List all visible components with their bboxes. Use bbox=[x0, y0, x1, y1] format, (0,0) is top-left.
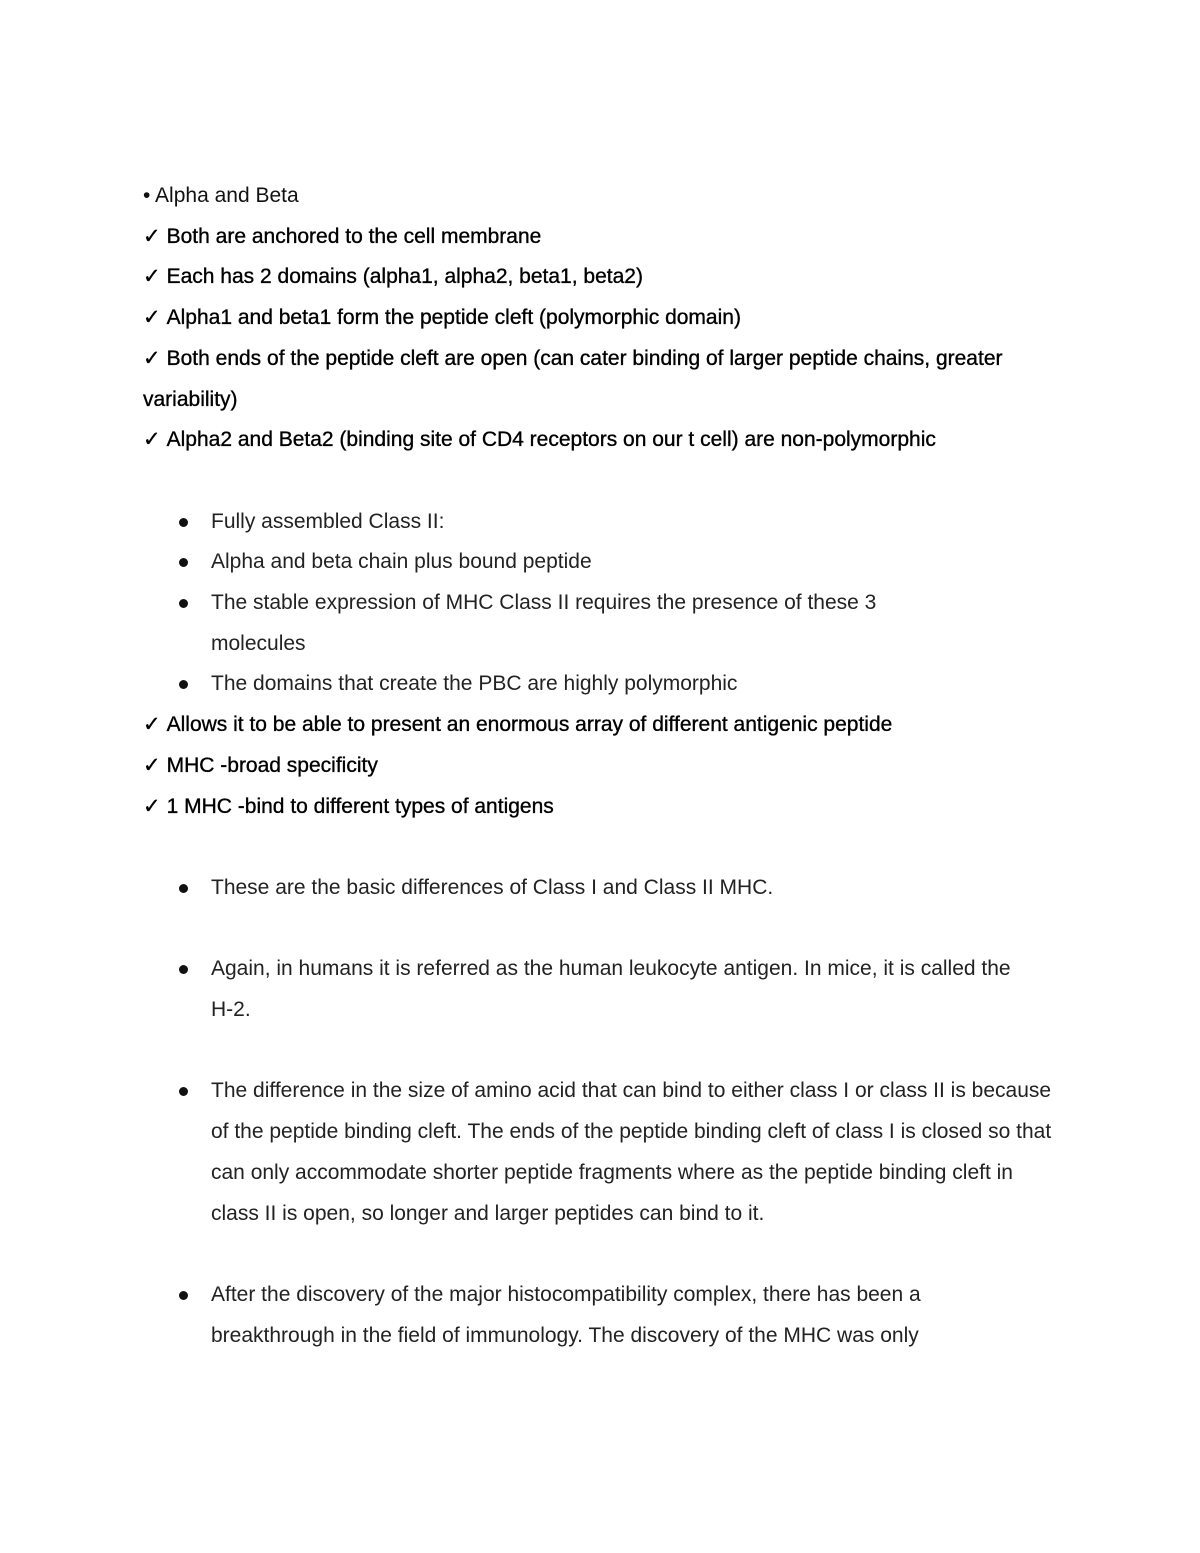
check-item bbox=[143, 746, 1073, 787]
bullet-item bbox=[143, 868, 1063, 909]
check-item-text: MHC -broad specificity bbox=[166, 753, 378, 777]
check-item-text: Each has 2 domains (alpha1, alpha2, beta1, beta2) bbox=[166, 265, 643, 289]
bullet-dot-icon bbox=[179, 558, 188, 567]
bullet-item bbox=[143, 542, 1063, 583]
checkmark-icon: ✓ bbox=[143, 346, 161, 370]
check-item bbox=[143, 705, 1073, 746]
document-content bbox=[143, 176, 1073, 1356]
bullet-text: After the discovery of the major histocompatibility complex, there has been a breakthrough in the field of immunology. The discovery of the MHC was only bbox=[211, 1282, 921, 1347]
check-item-text: Both ends of the peptide cleft are open (can cater binding of larger peptide chains, greater variability) bbox=[143, 346, 1003, 411]
checkmark-icon: ✓ bbox=[143, 306, 161, 330]
bullet-dot-icon bbox=[179, 599, 188, 608]
bullet-dot-icon bbox=[179, 1087, 188, 1096]
checkmark-icon: ✓ bbox=[143, 428, 161, 452]
spacer bbox=[143, 461, 1073, 502]
bullet-item bbox=[143, 664, 1063, 705]
check-item-text: 1 MHC -bind to different types of antigens bbox=[166, 794, 554, 818]
check-item bbox=[143, 339, 1073, 420]
check-item bbox=[143, 420, 1073, 461]
check-item bbox=[143, 787, 1073, 828]
bullet-item bbox=[143, 1071, 1061, 1234]
bullet-list bbox=[143, 502, 1073, 706]
bullet-text: Fully assembled Class II: bbox=[211, 509, 445, 533]
bullet-list bbox=[143, 868, 1073, 1356]
check-item-text: Allows it to be able to present an enormous array of different antigenic peptide bbox=[166, 713, 893, 737]
bullet-text: Alpha and beta chain plus bound peptide bbox=[211, 550, 592, 574]
spacer bbox=[143, 827, 1073, 868]
check-item-text: Alpha2 and Beta2 (binding site of CD4 receptors on our t cell) are non-polymorphic bbox=[166, 428, 936, 452]
check-item-text: Both are anchored to the cell membrane bbox=[166, 224, 542, 248]
bullet-dot-icon bbox=[179, 965, 188, 974]
check-item bbox=[143, 298, 1073, 339]
bullet-text: The difference in the size of amino acid that can bind to either class I or class II is because of the peptide binding cleft. The ends of the peptide binding cleft of class I is closed so that can only accommodate shorter peptide fragments where as the peptide binding cleft in class II is open, so longer and larger peptides can bind to it. bbox=[211, 1079, 1052, 1225]
checkmark-icon: ✓ bbox=[143, 265, 161, 289]
bullet-text: The stable expression of MHC Class II requires the presence of these 3 molecules bbox=[211, 591, 877, 655]
heading-bullet: • bbox=[143, 184, 151, 207]
bullet-text: The domains that create the PBC are highly polymorphic bbox=[211, 672, 738, 696]
bullet-dot-icon bbox=[179, 680, 188, 689]
checkmark-icon: ✓ bbox=[143, 794, 161, 818]
section-heading bbox=[143, 176, 1073, 217]
bullet-text: These are the basic differences of Class I and Class II MHC. bbox=[211, 875, 774, 899]
bullet-text: Again, in humans it is referred as the human leukocyte antigen. In mice, it is called the H-2. bbox=[211, 957, 1011, 1022]
bullet-dot-icon bbox=[179, 884, 188, 893]
heading-text: Alpha and Beta bbox=[155, 184, 299, 207]
bullet-dot-icon bbox=[179, 518, 188, 527]
check-item bbox=[143, 217, 1073, 258]
bullet-item bbox=[143, 1275, 1021, 1356]
bullet-item bbox=[143, 502, 1063, 543]
checkmark-icon: ✓ bbox=[143, 753, 161, 777]
check-item-text: Alpha1 and beta1 form the peptide cleft (polymorphic domain) bbox=[166, 306, 741, 330]
bullet-dot-icon bbox=[179, 1291, 188, 1300]
bullet-item bbox=[143, 949, 1011, 1030]
check-item bbox=[143, 257, 1073, 298]
checkmark-icon: ✓ bbox=[143, 224, 161, 248]
bullet-item bbox=[143, 583, 971, 664]
checkmark-icon: ✓ bbox=[143, 713, 161, 737]
